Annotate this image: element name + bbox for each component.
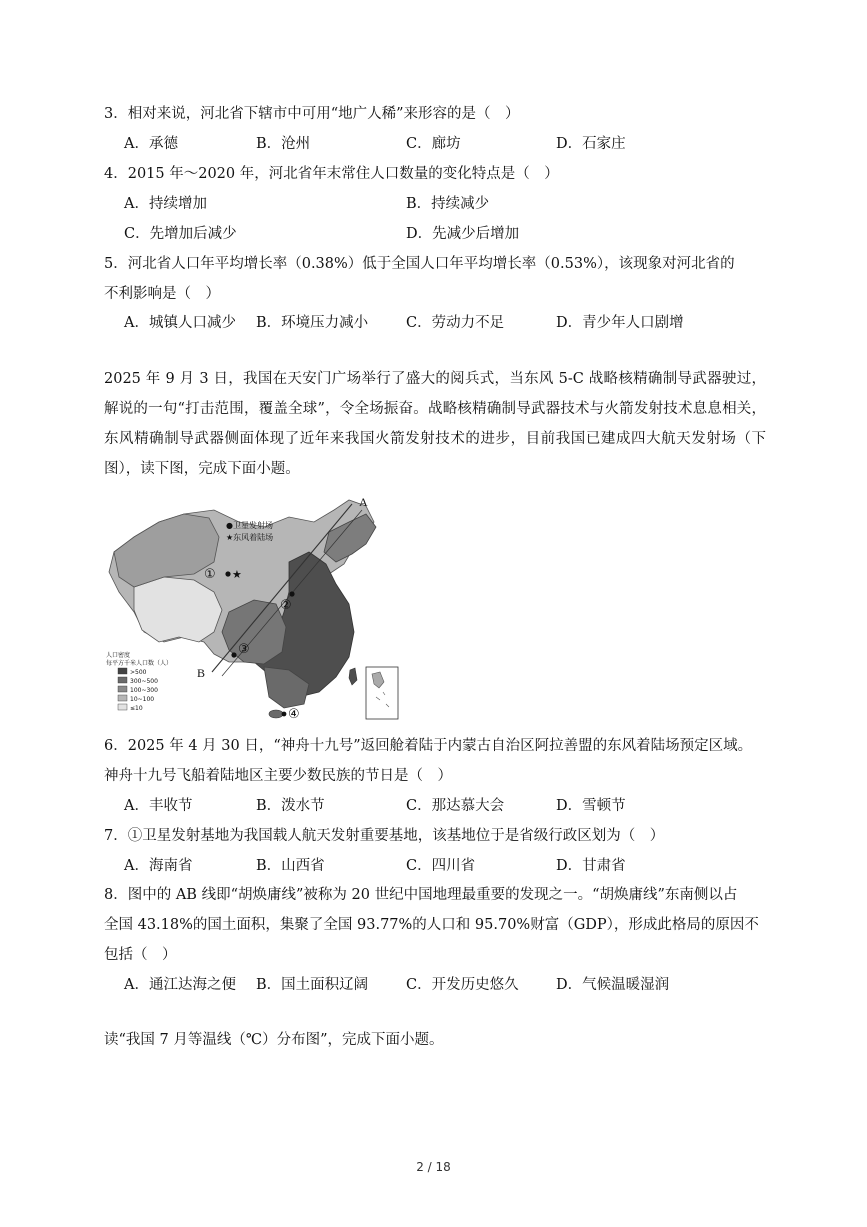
q4-option-d: D．先减少后增加 bbox=[406, 226, 520, 242]
q4-option-c: C．先增加后减少 bbox=[124, 226, 237, 242]
map-taiwan bbox=[349, 668, 357, 685]
launch-site-3-label: ③ bbox=[238, 642, 250, 657]
q3-option-d: D．石家庄 bbox=[556, 136, 626, 152]
q5-stem-line2: 不利影响是（ ） bbox=[104, 286, 220, 302]
q6-stem-line2: 神舟十九号飞船着陆地区主要少数民族的节日是（ ） bbox=[104, 768, 452, 784]
q7-option-c: C．四川省 bbox=[406, 858, 476, 874]
q3-option-b: B．沧州 bbox=[256, 136, 311, 152]
q8-option-c: C．开发历史悠久 bbox=[406, 977, 519, 993]
launch-site-2-dot bbox=[289, 591, 294, 596]
density-swatch-3 bbox=[118, 686, 127, 692]
q8-option-a: A．通江达海之便 bbox=[124, 977, 236, 993]
next-section-intro: 读“我国 7 月等温线（℃）分布图”，完成下面小题。 bbox=[104, 1032, 444, 1048]
q8-stem-line3: 包括（ ） bbox=[104, 947, 177, 963]
passage-text: 2025 年 9 月 3 日，我国在天安门广场举行了盛大的阅兵式，当东风 5-C 战略核精确制导武器驶过，解说的一句“打击范围，覆盖全球”，令全场振奋。战略核精确制导武器技术与火箭发射技术息息相关，东风精确制导武器侧面体现了近年来我国火箭发射技术的进步，目前我国已建成四大航天发射场（下图），读下图，完成下面小题。 bbox=[104, 371, 766, 477]
q7-option-b: B．山西省 bbox=[256, 858, 325, 874]
launch-site-2-label: ② bbox=[280, 598, 292, 613]
q4-option-b: B．持续减少 bbox=[406, 196, 490, 212]
launch-site-3-dot bbox=[231, 652, 236, 657]
density-swatch-1 bbox=[118, 668, 127, 674]
q6-stem-line1: 6．2025 年 4 月 30 日，“神舟十九号”返回舱着陆于内蒙古自治区阿拉善盟的东风着陆场预定区域。 bbox=[104, 738, 753, 754]
q5-option-a: A．城镇人口减少 bbox=[124, 315, 236, 331]
density-class-5: ≤10 bbox=[130, 705, 143, 712]
density-swatch-2 bbox=[118, 677, 127, 683]
q5-option-b: B．环境压力减小 bbox=[256, 315, 369, 331]
density-class-2: 300~500 bbox=[130, 678, 158, 685]
legend-launch-site: ●卫星发射场 bbox=[226, 521, 273, 530]
density-swatch-4 bbox=[118, 695, 127, 701]
launch-site-4-label: ④ bbox=[288, 707, 300, 722]
density-legend-unit: 每平方千米人口数（人） bbox=[106, 660, 173, 667]
q5-option-d: D．青少年人口剧增 bbox=[556, 315, 684, 331]
density-class-4: 10~100 bbox=[130, 696, 155, 703]
density-legend-title: 人口密度 bbox=[106, 652, 131, 659]
q3-stem: 3．相对来说，河北省下辖市中可用“地广人稀”来形容的是（ ） bbox=[104, 106, 520, 122]
landing-site-star: ★ bbox=[232, 568, 242, 581]
launch-site-1-dot bbox=[225, 571, 230, 576]
density-class-3: 100~300 bbox=[130, 687, 158, 694]
density-class-1: >500 bbox=[130, 669, 147, 676]
q4-stem: 4．2015 年～2020 年，河北省年末常住人口数量的变化特点是（ ） bbox=[104, 166, 559, 182]
q6-option-b: B．泼水节 bbox=[256, 798, 325, 814]
q7-stem: 7．①卫星发射基地为我国载人航天发射重要基地，该基地位于是省级行政区划为（ ） bbox=[104, 828, 665, 844]
q6-option-d: D．雪顿节 bbox=[556, 798, 626, 814]
q5-stem-line1: 5．河北省人口年平均增长率（0.38%）低于全国人口年平均增长率（0.53%），该现象对河北省的 bbox=[104, 256, 735, 272]
map-label-b: B bbox=[197, 666, 206, 680]
density-swatch-5 bbox=[118, 704, 127, 710]
q8-option-b: B．国土面积辽阔 bbox=[256, 977, 369, 993]
q5-option-c: C．劳动力不足 bbox=[406, 315, 505, 331]
q4-option-a: A．持续增加 bbox=[124, 196, 207, 212]
map-hainan bbox=[269, 710, 283, 718]
page-number: 2 / 18 bbox=[416, 1160, 451, 1174]
q8-option-d: D．气候温暖湿润 bbox=[556, 977, 670, 993]
q6-option-a: A．丰收节 bbox=[124, 798, 193, 814]
q8-stem-line1: 8．图中的 AB 线即“胡焕庸线”被称为 20 世纪中国地理最重要的发现之一。“胡焕庸线”东南侧以占 bbox=[104, 887, 738, 903]
q7-option-d: D．甘肃省 bbox=[556, 858, 626, 874]
map-inset-frame bbox=[366, 667, 398, 719]
q7-option-a: A．海南省 bbox=[124, 858, 193, 874]
q8-stem-line2: 全国 43.18%的国土面积，集聚了全国 93.77%的人口和 95.70%财富（GDP），形成此格局的原因不 bbox=[104, 917, 759, 933]
map-label-a: A bbox=[359, 495, 368, 509]
china-population-density-map bbox=[104, 492, 404, 722]
q3-option-a: A．承德 bbox=[124, 136, 178, 152]
launch-site-1-label: ① bbox=[204, 567, 216, 582]
legend-landing-site: ★东风着陆场 bbox=[226, 533, 274, 542]
q3-option-c: C．廊坊 bbox=[406, 136, 461, 152]
q6-option-c: C．那达慕大会 bbox=[406, 798, 505, 814]
launch-site-4-dot bbox=[282, 712, 287, 717]
